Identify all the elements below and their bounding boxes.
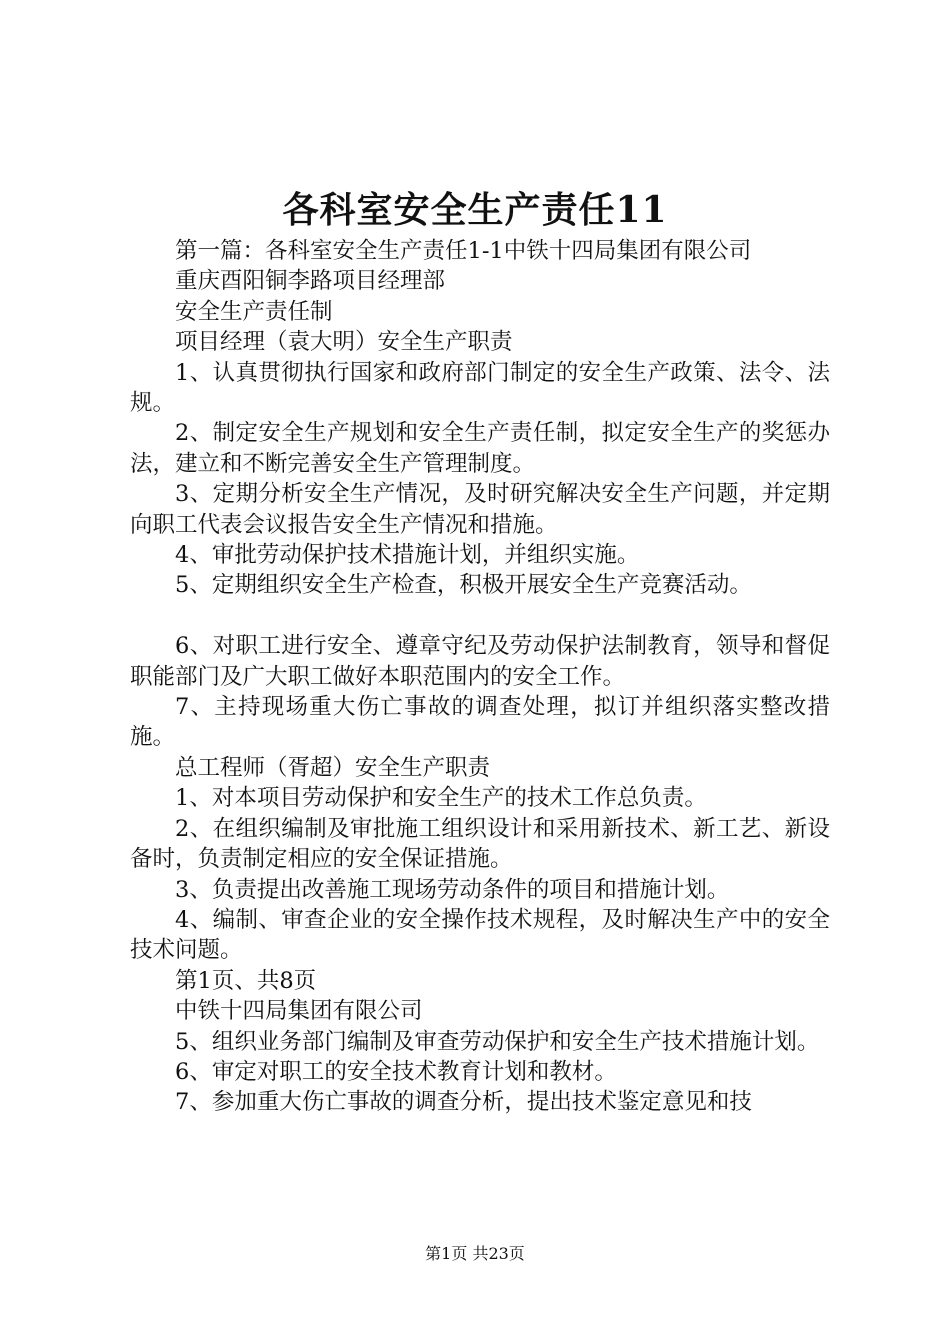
paragraph: 3、负责提出改善施工现场劳动条件的项目和措施计划。 (175, 876, 730, 903)
paragraph: 7、参加重大伤亡事故的调查分析，提出技术鉴定意见和技 (175, 1089, 752, 1116)
paragraph: 重庆酉阳铜李路项目经理部 (175, 268, 446, 295)
paragraph: 5、组织业务部门编制及审查劳动保护和安全生产技术措施计划。 (175, 1028, 820, 1055)
section-heading: 项目经理（袁大明）安全生产职责 (175, 329, 513, 356)
paragraph: 6、审定对职工的安全技术教育计划和教材。 (175, 1058, 617, 1085)
paragraph: 2、在组织编制及审批施工组织设计和采用新技术、新工艺、新设备时，负责制定相应的安全保证措施。 (130, 815, 830, 873)
paragraph: 1、认真贯彻执行国家和政府部门制定的安全生产政策、法令、法规。 (130, 359, 830, 417)
paragraph: 5、定期组织安全生产检查，积极开展安全生产竞赛活动。 (175, 572, 752, 599)
paragraph: 3、定期分析安全生产情况，及时研究解决安全生产问题，并定期向职工代表会议报告安全生产情况和措施。 (130, 481, 830, 538)
paragraph: 2、制定安全生产规划和安全生产责任制，拟定安全生产的奖惩办法，建立和不断完善安全生产管理制度。 (130, 420, 830, 477)
paragraph: 1、对本项目劳动保护和安全生产的技术工作总负责。 (175, 785, 707, 812)
paragraph: 第一篇：各科室安全生产责任1-1中铁十四局集团有限公司 (175, 238, 752, 264)
paragraph: 安全生产责任制 (175, 298, 333, 325)
paragraph: 7、主持现场重大伤亡事故的调查处理，拟订并组织落实整改措施。 (130, 694, 830, 751)
section-heading: 总工程师（胥超）安全生产职责 (175, 754, 491, 781)
inner-page-number: 第1页、共8页 (175, 967, 317, 994)
paragraph: 4、审批劳动保护技术措施计划，并组织实施。 (175, 542, 640, 569)
page-footer: 第1页 共23页 (425, 1244, 525, 1263)
document-title: 各科室安全生产责任11 (282, 189, 668, 231)
paragraph: 中铁十四局集团有限公司 (175, 998, 423, 1025)
document-body (130, 236, 830, 1118)
paragraph: 6、对职工进行安全、遵章守纪及劳动保护法制教育，领导和督促职能部门及广大职工做好本职范围内的安全工作。 (130, 633, 830, 690)
blank-line (130, 601, 830, 631)
paragraph: 4、编制、审查企业的安全操作技术规程，及时解决生产中的安全技术问题。 (130, 906, 830, 964)
